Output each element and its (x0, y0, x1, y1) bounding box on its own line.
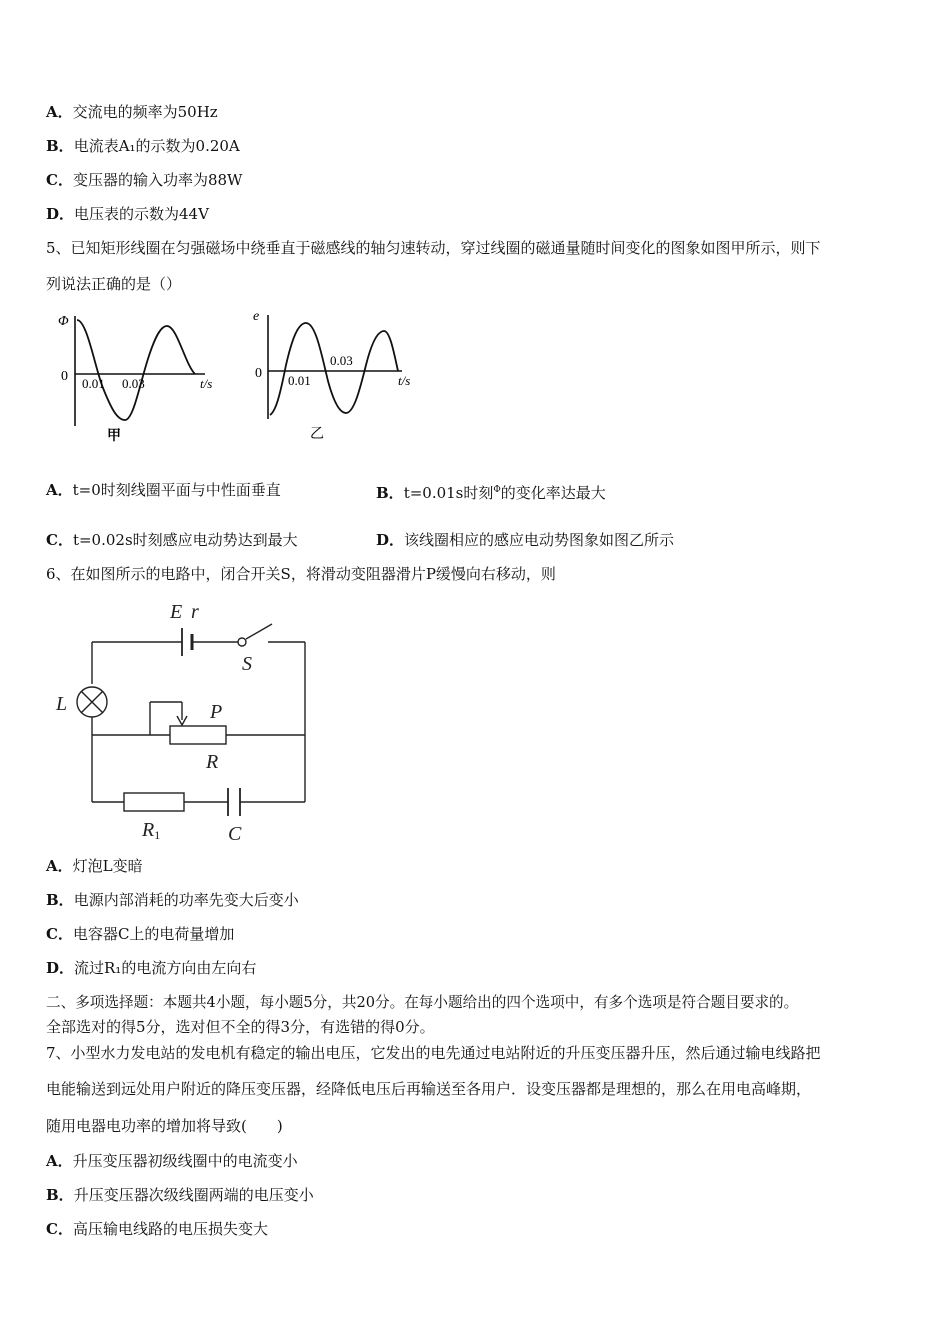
label-p: P (210, 701, 223, 723)
graph-yi-caption: 乙 (310, 427, 324, 442)
label-r1: R1 (142, 819, 161, 842)
q7-option-b: B．升压变压器次级线圈两端的电压变小 (46, 1186, 314, 1204)
graph-jia-origin: 0 (61, 369, 68, 384)
label-l: L (56, 693, 68, 715)
q5-option-d: D．该线圈相应的感应电动势图象如图乙所示 (376, 531, 675, 549)
graph-jia-tick2: 0.03 (122, 376, 145, 391)
q6-option-c: C．电容器C上的电荷量增加 (46, 925, 235, 943)
label-s: S (242, 653, 252, 675)
graph-jia (55, 308, 230, 446)
q7-stem-line2: 电能输送到远处用户附近的降压变压器，经降低电压后再输送至各用户．设变压器都是理想的，那么在用电高峰期， (46, 1080, 812, 1098)
resistor-r1 (124, 793, 184, 811)
graph-jia-xlabel: t/s (200, 376, 213, 391)
q6-option-b: B．电源内部消耗的功率先变大后变小 (46, 891, 299, 909)
label-r: r (191, 601, 199, 623)
switch-contact (238, 638, 246, 646)
q6-circuit (50, 596, 325, 851)
graph-jia-caption: 甲 (107, 429, 121, 444)
q5-stem-line2: 列说法正确的是（） (46, 275, 182, 293)
q7-stem-line3: 随用电器电功率的增加将导致( ) (46, 1117, 283, 1135)
section2-line2: 全部选对的得5分，选对但不全的得3分，有选错的得0分。 (46, 1018, 435, 1036)
q5-option-a: A．t=0时刻线圈平面与中性面垂直 (46, 481, 281, 499)
graph-yi-ylabel: e (253, 309, 260, 324)
graph-yi-tick2: 0.03 (330, 353, 353, 368)
graph-jia-curve (77, 320, 195, 420)
section2-line1: 二、多项选择题：本题共4小题，每小题5分，共20分。在每小题给出的四个选项中，有多个选项是符合题目要求的。 (46, 994, 799, 1011)
q4-option-b: B．电流表A₁的示数为0.20A (46, 137, 240, 155)
q5-option-c: C．t=0.02s时刻感应电动势达到最大 (46, 531, 298, 549)
q6-option-d: D．流过R₁的电流方向由左向右 (46, 959, 257, 977)
q6-stem: 6、在如图所示的电路中，闭合开关S，将滑动变阻器滑片P缓慢向右移动，则 (46, 565, 556, 583)
graph-yi-xlabel: t/s (398, 373, 411, 388)
q5-stem-line1: 5、已知矩形线圈在匀强磁场中绕垂直于磁感线的轴匀速转动，穿过线圈的磁通量随时间变化的图象如图甲所示，则下 (46, 239, 821, 257)
graph-jia-tick1: 0.01 (82, 376, 105, 391)
label-rheostat-r: R (206, 751, 219, 773)
graph-yi-tick1: 0.01 (288, 373, 311, 388)
rheostat-r (170, 726, 226, 744)
switch-blade (246, 624, 272, 639)
q4-option-c: C．变压器的输入功率为88W (46, 171, 243, 189)
q4-option-d: D．电压表的示数为44V (46, 205, 209, 223)
label-c: C (228, 823, 242, 845)
graph-yi (250, 305, 430, 445)
graph-jia-ylabel: Φ (58, 314, 69, 329)
label-e: E (170, 601, 183, 623)
q5-option-b: B．t=0.01s时刻$^\Phi$的变化率达最大 (376, 484, 606, 502)
q4-option-a: A．交流电的频率为50Hz (46, 103, 218, 121)
q7-option-a: A．升压变压器初级线圈中的电流变小 (46, 1152, 298, 1170)
q6-option-a: A．灯泡L变暗 (46, 857, 143, 875)
graph-yi-curve (270, 323, 398, 415)
q7-option-c: C．高压输电线路的电压损失变大 (46, 1220, 268, 1238)
graph-yi-origin: 0 (255, 366, 262, 381)
q7-stem-line1: 7、小型水力发电站的发电机有稳定的输出电压，它发出的电先通过电站附近的升压变压器升压，然后通过输电线路把 (46, 1044, 821, 1062)
